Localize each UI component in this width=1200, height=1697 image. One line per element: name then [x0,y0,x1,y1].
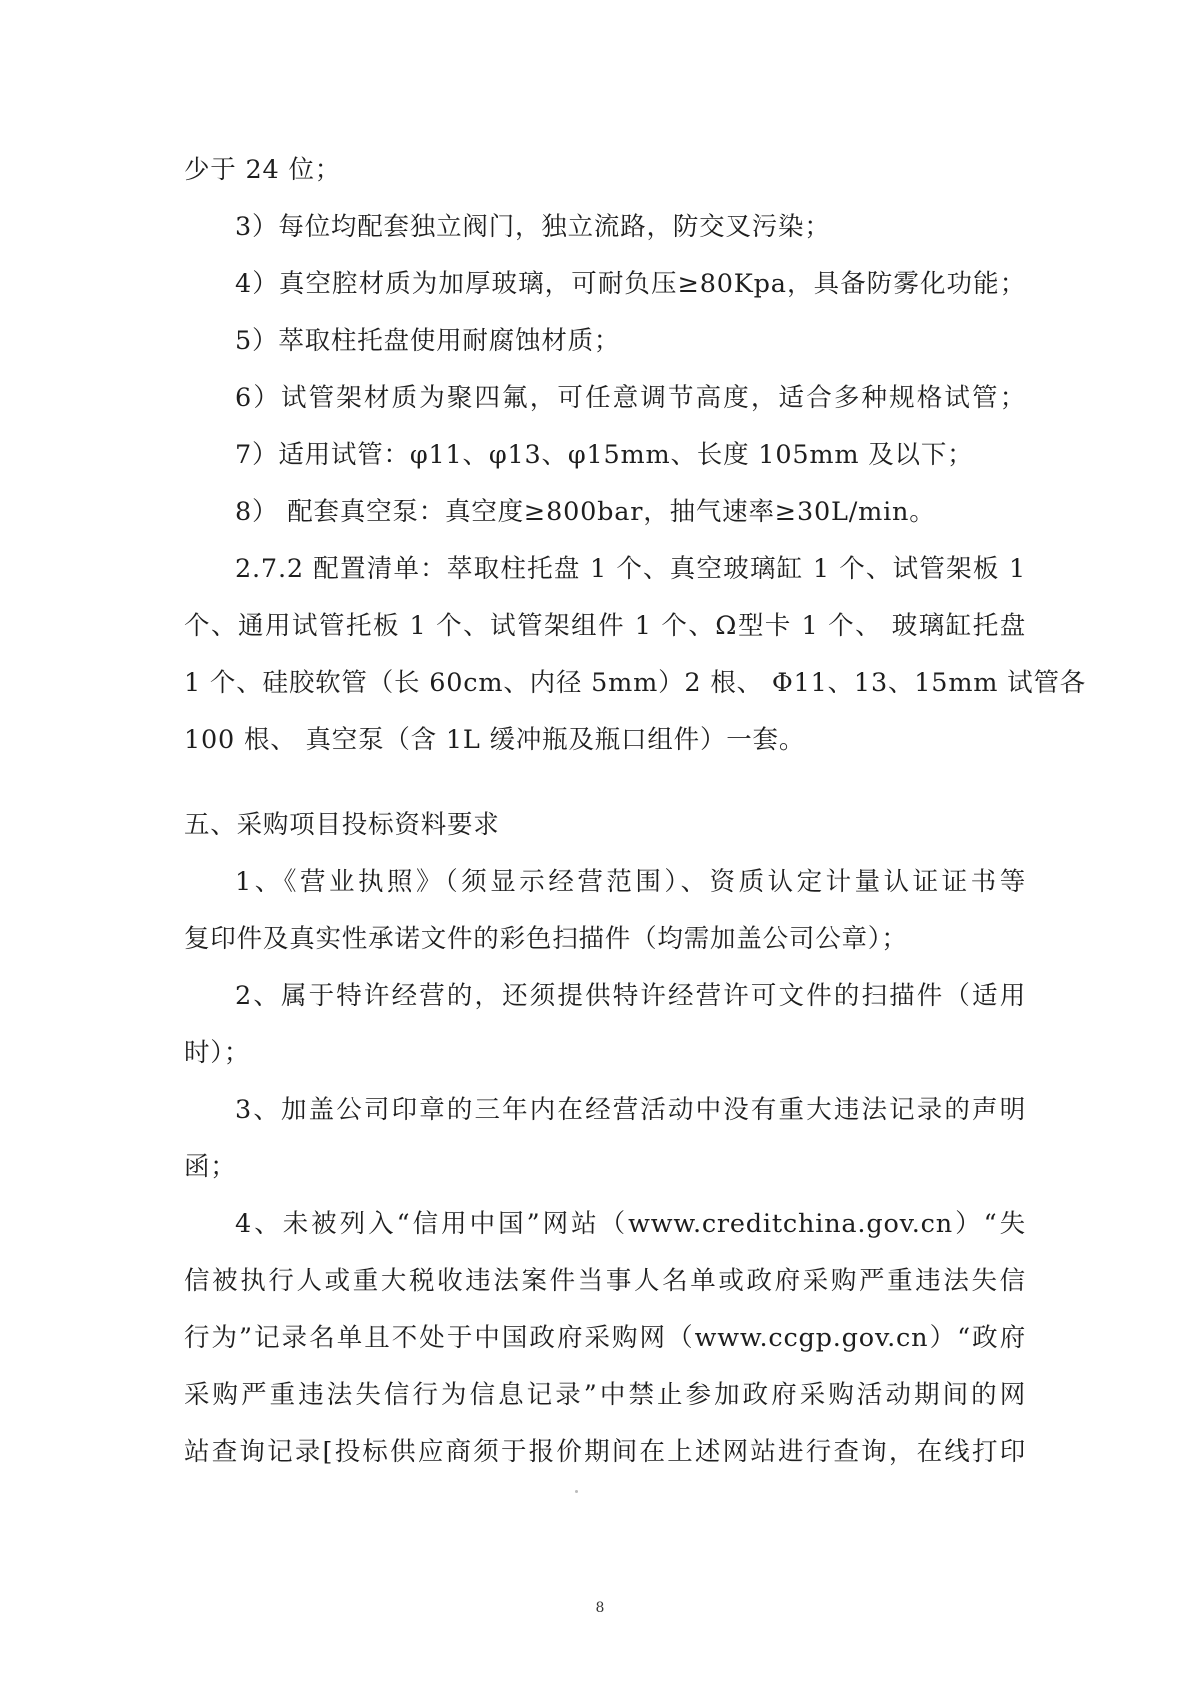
text-line: 函； [184,1152,237,1182]
document-body [184,142,1087,1481]
text-line: 1 个、硅胶软管（长 60cm、内径 5mm）2 根、 Φ11、13、15mm 试管各 [184,668,1087,698]
section-gap [184,769,1026,797]
text-line: 5）萃取柱托盘使用耐腐蚀材质； [235,326,621,356]
text-line: 3、加盖公司印章的三年内在经营活动中没有重大违法记录的声明 [235,1095,1026,1125]
text-line: 4、未被列入“信用中国”网站（www.creditchina.gov.cn）“失 [235,1209,1026,1239]
text-line: 4）真空腔材质为加厚玻璃，可耐负压≥80Kpa，具备防雾化功能； [235,269,1026,299]
text-line: 复印件及真实性承诺文件的彩色扫描件（均需加盖公司公章）； [184,924,908,954]
text-line: 个、通用试管托板 1 个、试管架组件 1 个、Ω型卡 1 个、 玻璃缸托盘 [184,611,1026,641]
text-line: 6）试管架材质为聚四氟，可任意调节高度，适合多种规格试管； [235,383,1026,413]
scan-speck [575,1490,578,1493]
text-line: 行为”记录名单且不处于中国政府采购网（www.ccgp.gov.cn）“政府 [184,1323,1026,1353]
text-line: 7）适用试管：φ11、φ13、φ15mm、长度 105mm 及以下； [235,440,974,470]
text-line: 3）每位均配套独立阀门，独立流路，防交叉污染； [235,212,831,242]
text-line: 时）； [184,1038,251,1068]
text-line: 站查询记录[投标供应商须于报价期间在上述网站进行查询，在线打印 [184,1437,1026,1467]
text-line: 采购严重违法失信行为信息记录”中禁止参加政府采购活动期间的网 [184,1380,1026,1410]
text-line: 信被执行人或重大税收违法案件当事人名单或政府采购严重违法失信 [184,1266,1026,1296]
section-heading: 五、采购项目投标资料要求 [184,810,500,840]
text-line: 2、属于特许经营的，还须提供特许经营许可文件的扫描件（适用 [235,981,1026,1011]
text-line: 2.7.2 配置清单：萃取柱托盘 1 个、真空玻璃缸 1 个、试管架板 1 [235,554,1026,584]
text-line: 少于 24 位； [184,155,342,185]
text-line: 100 根、 真空泵（含 1L 缓冲瓶及瓶口组件）一套。 [184,725,806,755]
page-number: 8 [595,1600,605,1616]
text-line: 1、《营业执照》（须显示经营范围）、资质认定计量认证证书等 [235,867,1026,897]
text-line: 8） 配套真空泵：真空度≥800bar，抽气速率≥30L/min。 [235,497,936,527]
